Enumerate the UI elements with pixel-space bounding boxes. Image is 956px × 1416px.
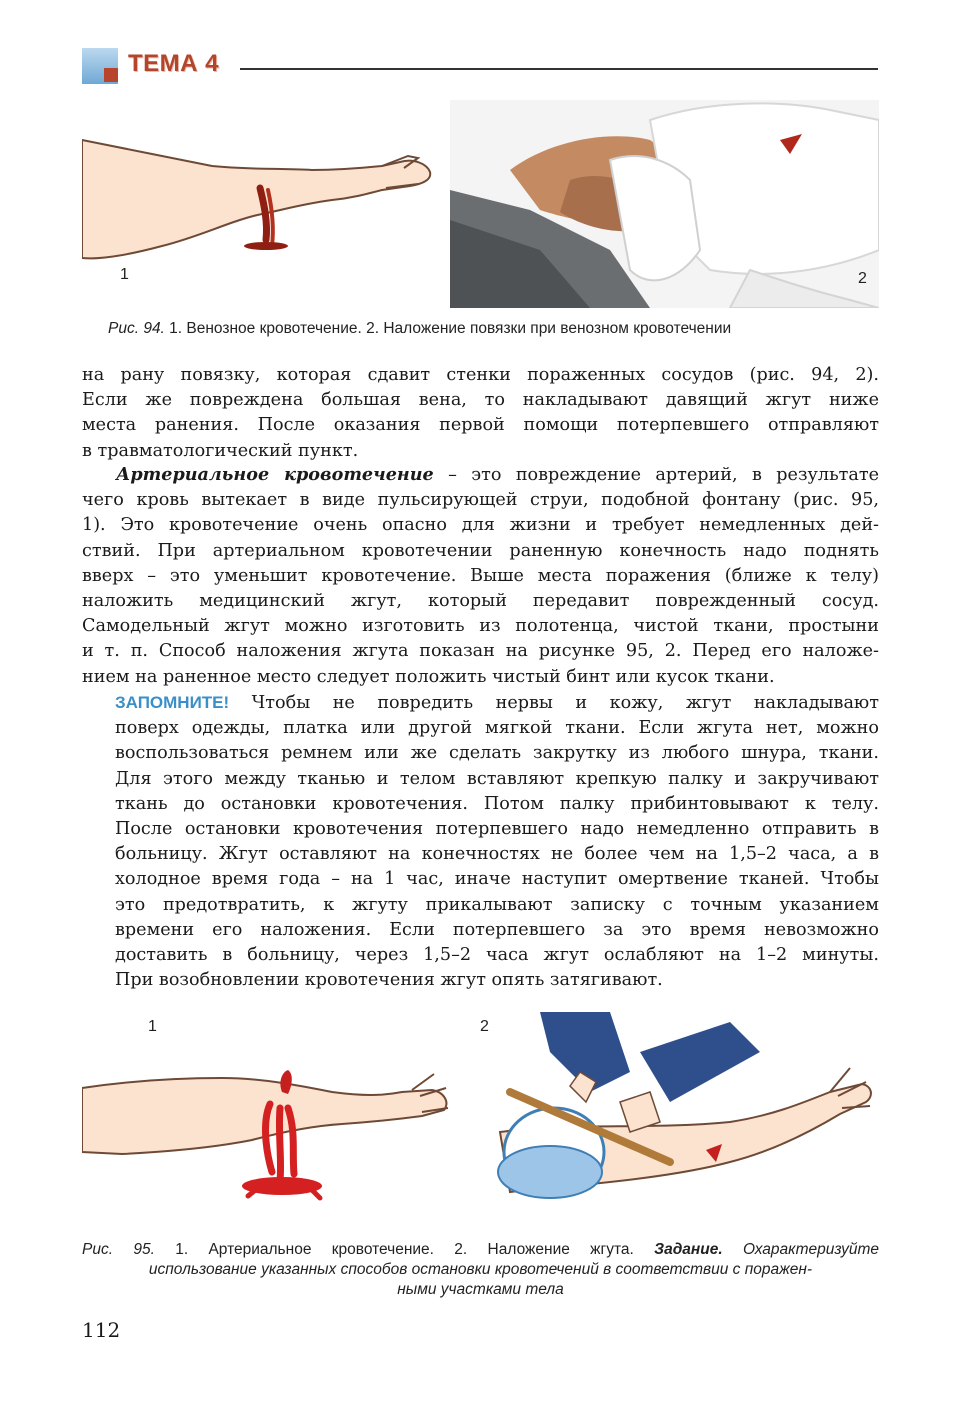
text-line: чего кровь вытекает в виде пульсирующей струи, подобной фонтану (рис. 95, xyxy=(82,490,879,511)
header-accent-square xyxy=(104,68,118,82)
text-line: доставить в больницу, через 1,5–2 часа жгут ослабляют на 1–2 минуты. xyxy=(115,945,879,966)
text-line: места ранения. После оказания первой помощи потерпевшего отправляют xyxy=(82,415,879,436)
remember-label: ЗАПОМНИТЕ! xyxy=(115,693,230,712)
figure-94-label-1: 1 xyxy=(120,266,129,283)
figure-95-caption-text: 1. Артериальное кровотечение. 2. Наложение жгута. xyxy=(154,1241,655,1258)
figure-94-caption-text: 1. Венозное кровотечение. 2. Наложение повязки при венозном кровотечении xyxy=(164,320,732,337)
figure-94-caption-prefix: Рис. 94. xyxy=(108,320,165,337)
text-line: Если же повреждена большая вена, то накладывают давящий жгут ниже xyxy=(82,390,879,411)
text-line: нием на раненное место следует положить чистый бинт или кусок ткани. xyxy=(82,666,775,687)
figure-94-1-venous-bleeding xyxy=(82,118,440,308)
figure-94-label-2: 2 xyxy=(858,270,867,287)
paragraph-arterial-bleeding xyxy=(82,462,879,690)
text-line: воспользоваться ремнем или же сделать закрутку из любого шнура, ткани. xyxy=(115,743,879,764)
task-label: Задание. xyxy=(654,1241,723,1258)
figure-95-caption xyxy=(82,1240,879,1300)
chapter-header xyxy=(82,44,878,84)
figure-95-caption-prefix: Рис. 95. xyxy=(82,1241,155,1258)
page-number: 112 xyxy=(82,1318,121,1342)
figure-95-label-2: 2 xyxy=(480,1018,489,1035)
figure-94-caption xyxy=(108,320,888,338)
text-line: Самодельный жгут можно изготовить из полотенца, чистой ткани, простыни xyxy=(82,616,879,637)
figure-94-2-bandaging-photo xyxy=(450,100,879,308)
text-line: наложить медицинский жгут, который передавит поврежденный сосуд. xyxy=(82,591,879,612)
text-line: ствий. При артериальном кровотечении раненную конечность надо поднять xyxy=(82,540,879,561)
text-line: поверх одежды, платка или другой мягкой ткани. Если жгута нет, можно xyxy=(115,718,879,739)
paragraph-venous-continued xyxy=(82,363,879,464)
caption-line: ными участками тела xyxy=(397,1281,564,1298)
chapter-title: ТЕМА 4 xyxy=(128,50,220,77)
figure-95-2-tourniquet xyxy=(470,1012,879,1212)
text-line: холодное время года – на 1 час, иначе наступит омертвение тканей. Чтобы xyxy=(115,869,879,890)
remember-note xyxy=(115,690,879,993)
text-line: это предотвратить, к жгуту прикалывают записку с точным указанием xyxy=(115,894,879,915)
term-arterial-bleeding: Артериальное кровотечение xyxy=(116,464,434,485)
text-line: в травматологический пункт. xyxy=(82,440,359,461)
text-line: ЗАПОМНИТЕ! Чтобы не повредить нервы и кожу, жгут накладывают xyxy=(115,693,879,713)
text-line: времени его наложения. Если потерпевшего за это время невозможно xyxy=(115,919,879,940)
text-line: Для этого между тканью и телом вставляют крепкую палку и закручивают xyxy=(115,768,879,789)
text-line: При возобновлении кровотечения жгут опять затягивают. xyxy=(115,970,663,991)
text-line: 1). Это кровотечение очень опасно для жизни и требует немедленных дей- xyxy=(82,515,879,536)
text-line: ткань до остановки кровотечения. Потом палку прибинтовывают к телу. xyxy=(115,793,879,814)
header-rule xyxy=(240,68,878,70)
text-line: и т. п. Способ наложения жгута показан на рисунке 95, 2. Перед его наложе- xyxy=(82,641,879,662)
text-line: больницу. Жгут оставляют на конечностях не более чем на 1,5–2 часа, а в xyxy=(115,844,879,865)
text-line: Артериальное кровотечение – это повреждение артерий, в результате xyxy=(116,464,880,485)
figure-95-label-1: 1 xyxy=(148,1018,157,1035)
figure-95-1-arterial-bleeding xyxy=(82,1012,462,1212)
text-line: на рану повязку, которая сдавит стенки пораженных сосудов (рис. 94, 2). xyxy=(82,365,879,385)
text-line: вверх – это уменьшит кровотечение. Выше места поражения (ближе к телу) xyxy=(82,565,879,586)
caption-line: использование указанных способов остановки кровотечений в соответствии с поражен- xyxy=(148,1261,813,1278)
text-line: После остановки кровотечения потерпевшего надо немедленно отправить в xyxy=(115,819,879,840)
caption-line: Рис. 95. 1. Артериальное кровотечение. 2. Наложение жгута. Задание. Охарактеризуйте xyxy=(82,1241,879,1258)
